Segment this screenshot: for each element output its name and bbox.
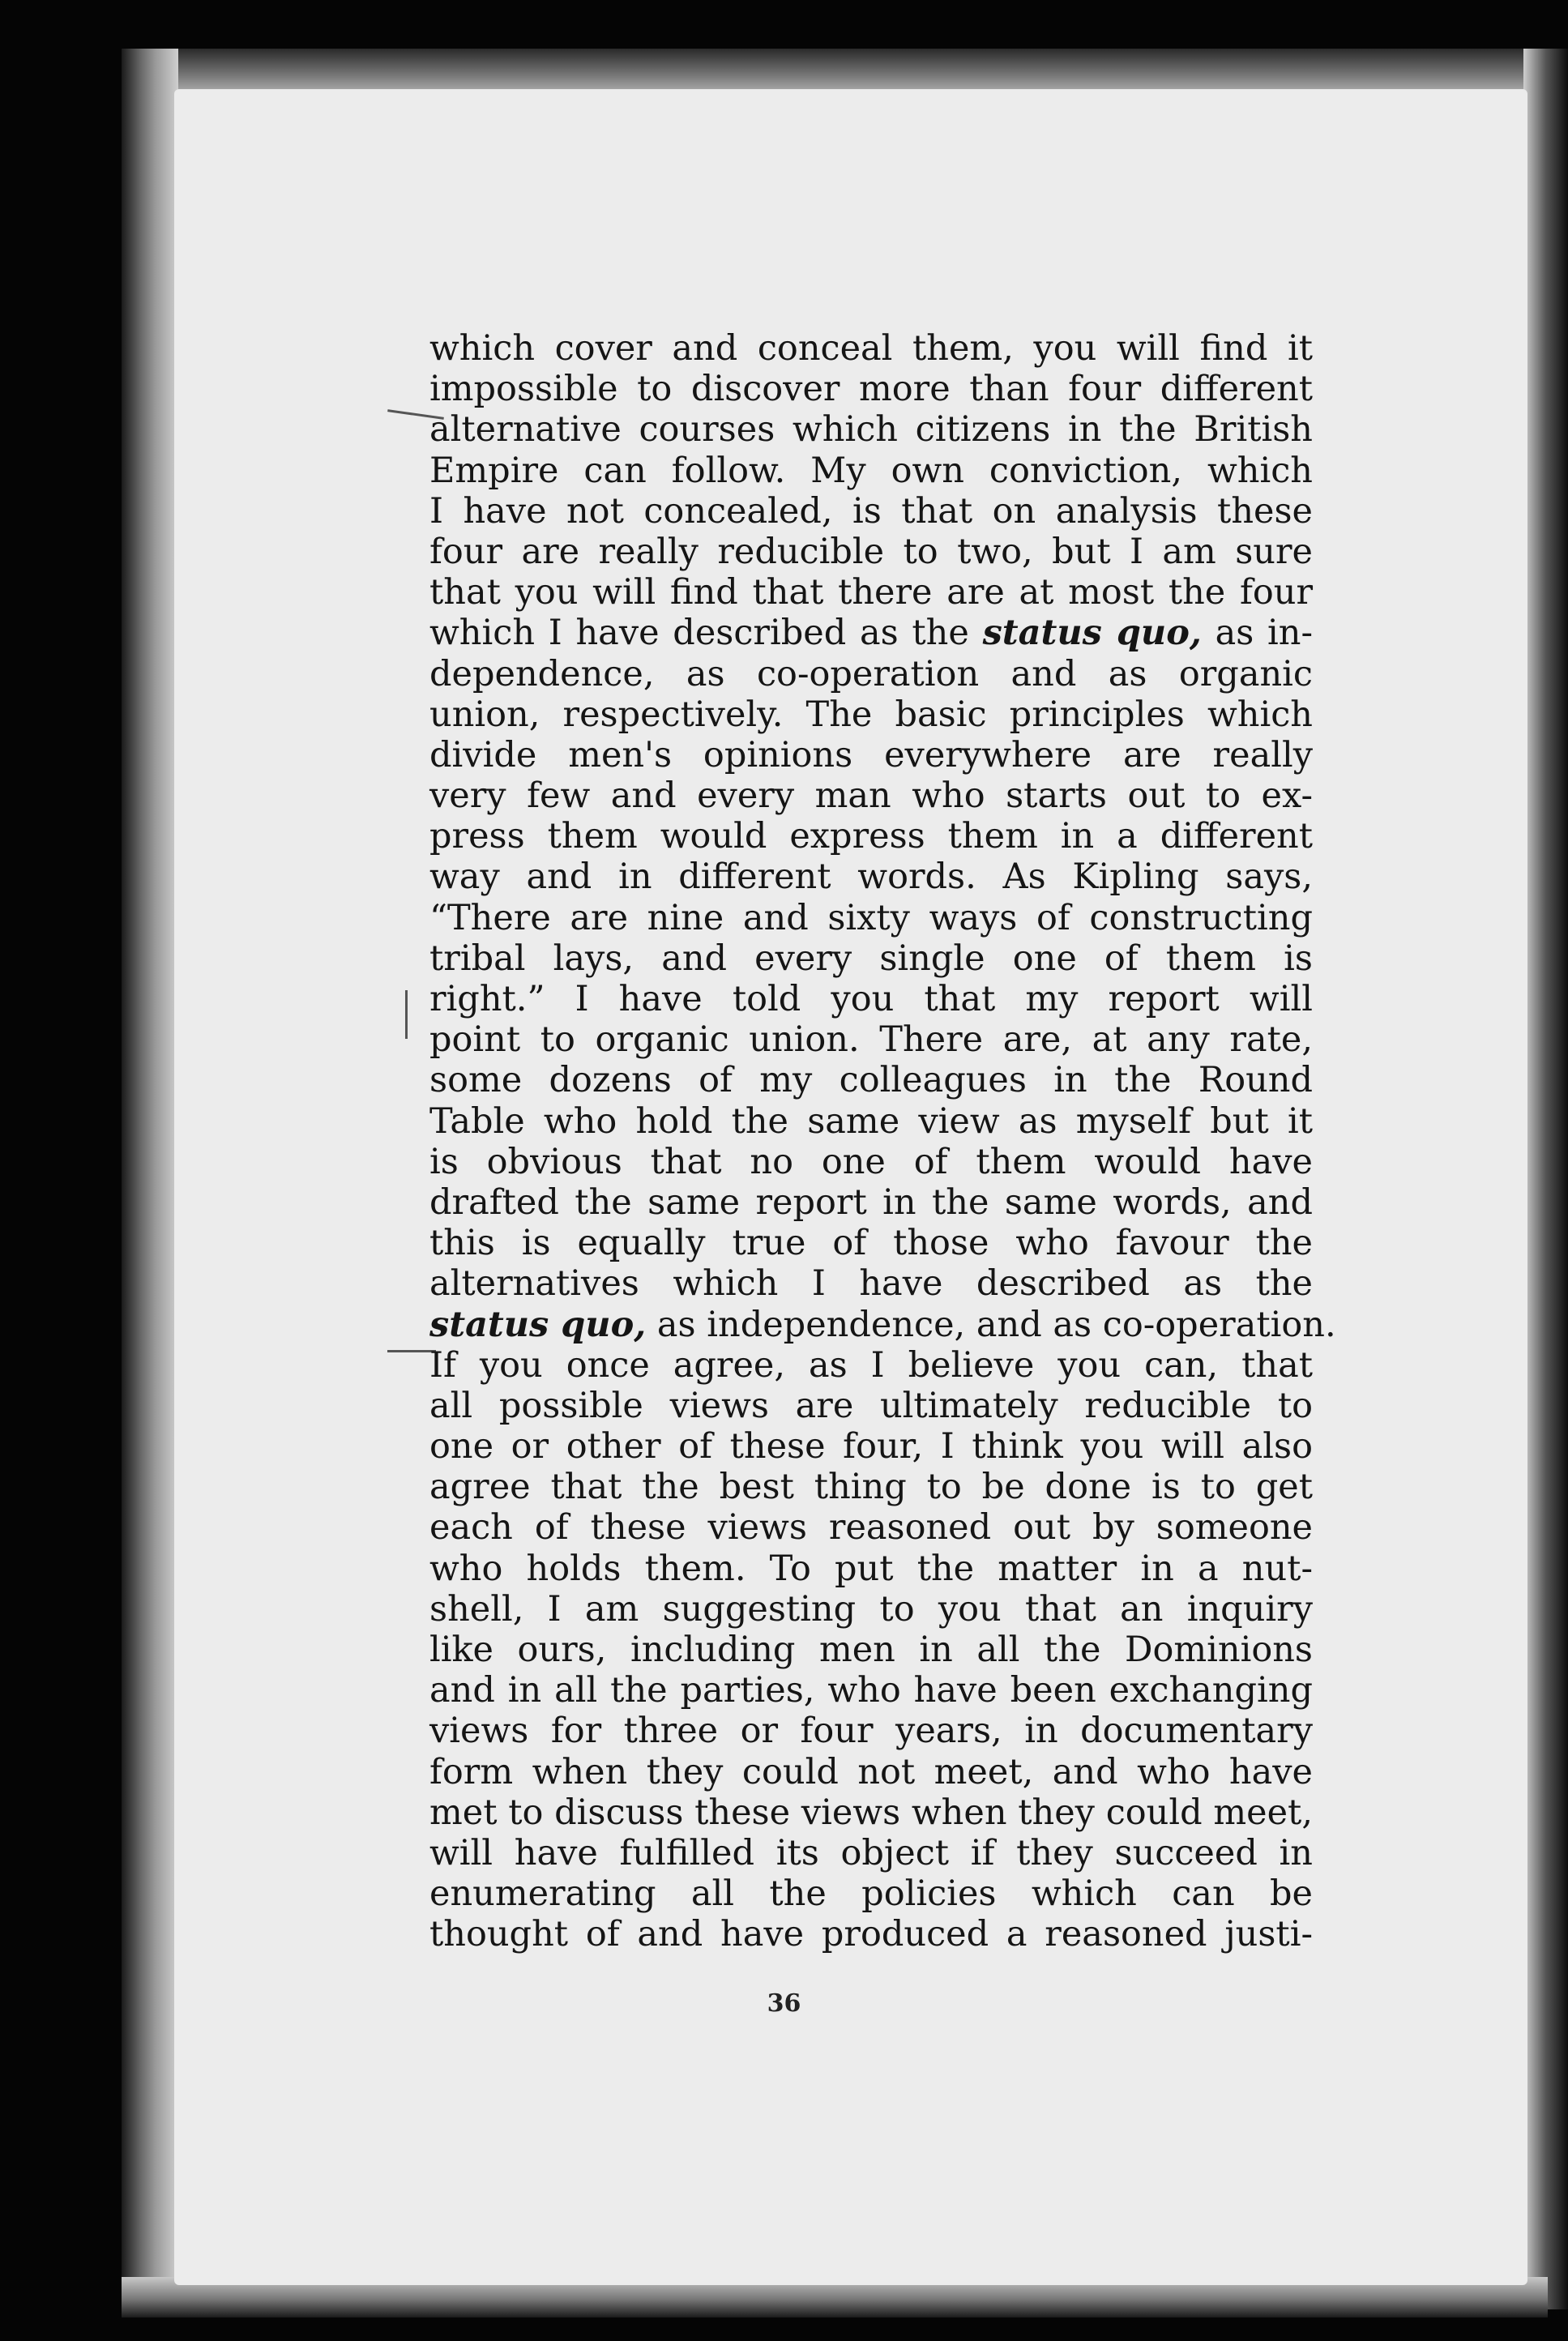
text-line: status quo, as independence, and as co-operation. [429,1304,1336,1345]
text-line: right.” I have told you that my report will [429,979,1313,1019]
text-line: which I have described as the status quo, as in- [429,613,1314,654]
text-line: one or other of these four, I think you will also [429,1426,1313,1467]
text-line: met to discuss these views when they could meet, [429,1792,1313,1833]
text-line: four are really reducible to two, but I am sure [429,531,1313,572]
text-line: dependence, as co-operation and as organic [429,653,1313,694]
text-line: “There are nine and sixty ways of constructing [429,897,1313,938]
text-line: press them would express them in a different [429,816,1313,857]
text-line: tribal lays, and every single one of them is [429,938,1313,979]
text-line: and in all the parties, who have been exchanging [429,1670,1313,1711]
text-line: divide men's opinions everywhere are really [429,734,1313,775]
text-line: that you will find that there are at most the four [429,572,1313,613]
text-line: shell, I am suggesting to you that an inquiry [429,1588,1313,1630]
text-line: which cover and conceal them, you will find it [429,328,1313,369]
text-line: agree that the best thing to be done is to get [429,1467,1313,1508]
text-line: enumerating all the policies which can be [429,1873,1313,1915]
text-line: very few and every man who starts out to ex- [429,775,1313,817]
text-line: views for three or four years, in documentary [429,1711,1313,1752]
text-line: way and in different words. As Kipling says, [429,857,1313,898]
text-line: impossible to discover more than four different [429,369,1313,410]
text-line: union, respectively. The basic principles which [429,694,1313,735]
text-line: all possible views are ultimately reducible to [429,1385,1313,1426]
text-line: some dozens of my colleagues in the Round [429,1060,1313,1101]
italic-phrase: status quo, [982,613,1202,654]
text-line: thought of and have produced a reasoned justi- [429,1914,1313,1955]
text-line: form when they could not meet, and who have [429,1751,1313,1792]
text-line: drafted the same report in the same words, and [429,1181,1313,1223]
text-line: alternatives which I have described as the [429,1263,1313,1305]
page-number: 36 [767,1989,801,2018]
italic-phrase: status quo, [429,1304,647,1345]
text-line: is obvious that no one of them would have [429,1141,1313,1182]
text-line: alternative courses which citizens in the British [429,409,1313,451]
page-body-text [429,328,1336,1955]
text-line: Empire can follow. My own conviction, which [429,450,1313,491]
text-line: this is equally true of those who favour the [429,1223,1313,1264]
text-line: each of these views reasoned out by someone [429,1507,1313,1549]
text-line: like ours, including men in all the Dominions [429,1630,1313,1670]
book-edge-left [122,49,178,2309]
text-line: point to organic union. There are, at any rate, [429,1019,1313,1061]
text-line: I have not concealed, is that on analysis these [429,490,1313,532]
text-line: If you once agree, as I believe you can, that [429,1344,1313,1386]
margin-mark [387,1350,436,1352]
book-edge-right [1523,49,1568,2309]
margin-bracket [405,990,408,1039]
text-line: Table who hold the same view as myself but it [429,1100,1313,1142]
text-line: will have fulfilled its object if they succeed in [429,1832,1313,1873]
text-line: who holds them. To put the matter in a nut- [429,1548,1313,1589]
